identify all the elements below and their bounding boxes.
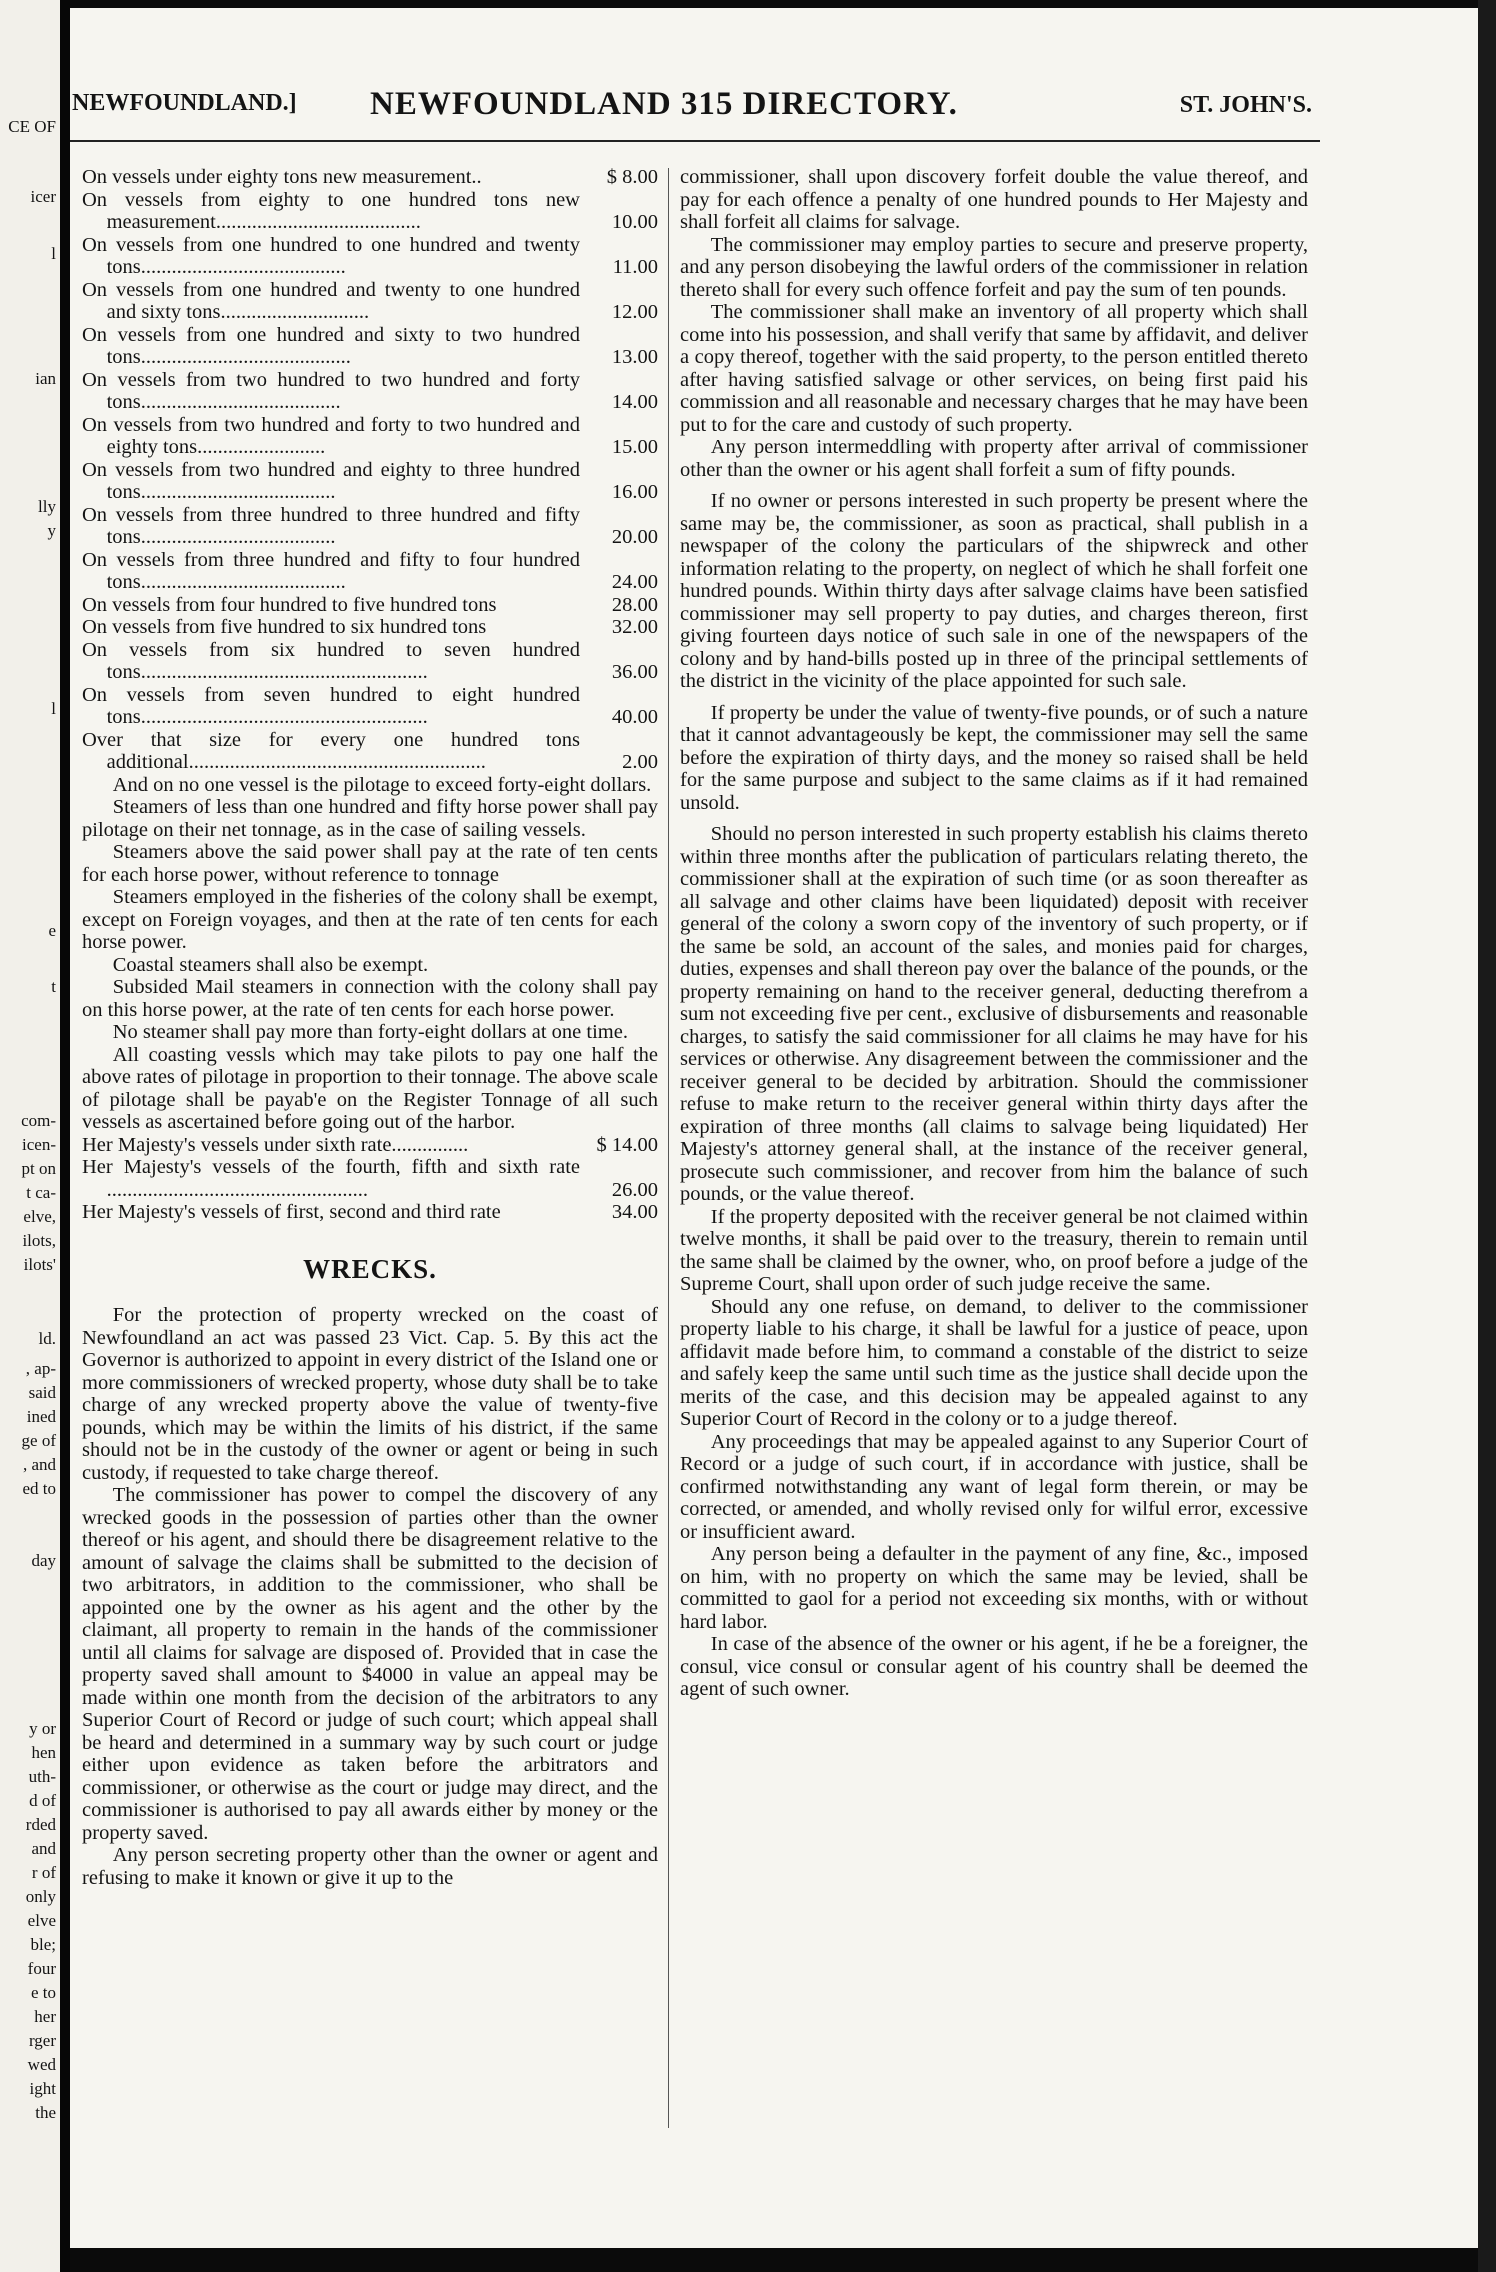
adjacent-text-fragment: hen <box>31 1743 56 1762</box>
rate-description: On vessels from one hundred and twenty to one hundred and sixty tons............................. <box>82 278 580 323</box>
adjacent-text-fragment: icer <box>30 187 56 206</box>
rate-description: Her Majesty's vessels of the fourth, fifth and sixth rate ................................................... <box>82 1156 580 1201</box>
adjacent-text-fragment: y <box>47 521 56 540</box>
rate-description: On vessels from one hundred and sixty to two hundred tons......................................... <box>82 323 580 368</box>
header-rule <box>70 140 1320 142</box>
adjacent-text-fragment: rded <box>25 1815 56 1834</box>
adjacent-text-fragment: ilots' <box>23 1255 56 1274</box>
adjacent-text-fragment: ight <box>29 2079 56 2098</box>
rate-amount: 24.00 <box>611 571 658 593</box>
adjacent-text-fragment: t ca- <box>26 1183 56 1202</box>
rate-amount: $ 8.00 <box>606 166 658 188</box>
paragraph: Subsided Mail steamers in connection with the colony shall pay on this horse power, at the rate of ten cents for each horse power. <box>82 976 658 1021</box>
adjacent-text-fragment: said <box>28 1383 56 1402</box>
paragraph: The commissioner has power to compel the discovery of any wrecked goods in the possession of parties other than the owner thereof or his agent, and should there be disagreement relative to the amount of salvage the claims shall be submitted to the decision of two arbitrators, in addition to the commissioner, who shall be appointed one by the owner as his agent and the other by the claimant, all property to remain in the hands of the commissioner until all claims for salvage are disposed of. Provided that in case the property saved shall amount to $4000 in value an appeal may be made within one month from the decision of the arbitrators to any Superior Court of Record or judge of such court; which appeal shall be heard and determined in a summary way by such court or judge either upon evidence as taken before the arbitrators and commissioner, or otherwise as the court or judge may direct, and the commissioner is authorised to pay all awards either by money or the property saved. <box>82 1484 658 1844</box>
wrecks-provisions <box>82 1304 658 1889</box>
pilotage-provisions <box>82 774 658 1134</box>
adjacent-text-fragment: wed <box>27 2055 56 2074</box>
rate-description: On vessels from eighty to one hundred tons new measurement........................................ <box>82 188 580 233</box>
adjacent-text-fragment: e to <box>30 1983 56 2002</box>
adjacent-text-fragment: e <box>48 921 56 940</box>
rate-row <box>82 459 658 504</box>
majesty-rate-row <box>82 1156 658 1201</box>
rate-amount: 16.00 <box>611 481 658 503</box>
adjacent-text-fragment: , and <box>22 1455 56 1474</box>
adjacent-text-fragment: ilots, <box>22 1231 56 1250</box>
rate-description: On vessels from five hundred to six hundred tons <box>82 616 487 638</box>
adjacent-text-fragment: uth- <box>28 1767 56 1786</box>
rate-description: On vessels from two hundred to two hundred and forty tons....................................... <box>82 368 580 413</box>
rate-row <box>82 729 658 774</box>
binding-gutter <box>60 0 70 2272</box>
rate-description: On vessels from one hundred to one hundred and twenty tons........................................ <box>82 233 580 278</box>
rate-description: On vessels from two hundred and forty to two hundred and eighty tons......................... <box>82 413 580 458</box>
adjacent-text-fragment: d of <box>29 1791 56 1810</box>
rate-amount: 2.00 <box>622 751 658 773</box>
rate-row <box>82 369 658 414</box>
rate-description: On vessels from seven hundred to eight hundred tons........................................................ <box>82 683 580 728</box>
header-city: ST. JOHN'S. <box>1179 92 1312 118</box>
rate-amount: 34.00 <box>611 1201 658 1223</box>
majesty-rate-row <box>82 1134 658 1157</box>
adjacent-text-fragment: ed to <box>22 1479 56 1498</box>
adjacent-text-fragment: r of <box>31 1863 56 1882</box>
paragraph: For the protection of property wrecked on the coast of Newfoundland an act was passed 23 Vict. Cap. 5. By this act the Governor is authorized to appoint in every district of the Island one or more commissioners of wrecked property, whose duty shall be to take charge of any wrecked property above the value of twenty-five pounds, which may be within the limits of his district, if the same should not be in the custody of the owner or agent or being in such custody, if requested to take charge thereof. <box>82 1304 658 1484</box>
paragraph: Any person intermeddling with property after arrival of commissioner other than the owner or his agent shall forfeit a sum of fifty pounds. <box>680 436 1308 481</box>
column-divider <box>668 168 669 2128</box>
paragraph: Any proceedings that may be appealed against to any Superior Court of Record or a judge of such court, if in accordance with justice, shall be confirmed notwithstanding any want of legal form therein, or may be corrected, or amended, and wholly revised only for wilful error, excessive or insufficient award. <box>680 1430 1308 1543</box>
paragraph: No steamer shall pay more than forty-eight dollars at one time. <box>112 1021 628 1043</box>
paragraph: If no owner or persons interested in such property be present where the same may be, the commissioner, as soon as practical, shall publish in a newspaper of the colony the particulars of the shipwreck and other information relating to the property, on neglect of which he shall forfeit one hundred pounds. Within thirty days after salvage claims have been satisfied commissioner may sell property to pay duties, and charges thereon, first giving fourteen days notice of such sale in one of the newspapers of the colony and by hand-bills posted up in three of the principal settlements of the district in the vicinity of the place appointed for such sale. <box>680 490 1308 692</box>
right-column <box>680 166 1308 1701</box>
rate-row <box>82 166 658 189</box>
rate-row <box>82 639 658 684</box>
left-column <box>82 166 658 1889</box>
adjacent-text-fragment: , ap- <box>25 1359 56 1378</box>
rate-description: Her Majesty's vessels under sixth rate............... <box>82 1133 469 1156</box>
adjacent-text-fragment: com- <box>21 1111 56 1130</box>
paragraph: If property be under the value of twenty-five pounds, or of such a nature that it cannot advantageously be kept, the commissioner may sell the same before the expiration of thirty days, and the money so raised shall be held for the same purpose and subject to the same claims as if it had remained unsold. <box>680 701 1308 814</box>
paragraph: Steamers of less than one hundred and fifty horse power shall pay pilotage on their net tonnage, as in the case of sailing vessels. <box>82 796 658 841</box>
majesty-vessel-rate-table <box>82 1134 658 1224</box>
adjacent-text-fragment: l <box>51 244 56 263</box>
adjacent-text-fragment: l <box>51 699 56 718</box>
rate-amount: 26.00 <box>611 1178 658 1201</box>
paragraph: commissioner, shall upon discovery forfeit double the value thereof, and pay for each offence a penalty of one hundred pounds to Her Majesty and shall forfeit all claims for salvage. <box>680 166 1308 233</box>
section-heading-wrecks: WRECKS. <box>303 1253 437 1284</box>
adjacent-page-edge <box>0 0 60 2272</box>
adjacent-text-fragment: her <box>34 2007 56 2026</box>
header-title-page-number: NEWFOUNDLAND 315 DIRECTORY. <box>370 86 958 122</box>
header-region: NEWFOUNDLAND.] <box>72 90 297 116</box>
paragraph: All coasting vessls which may take pilots to pay one half the above rates of pilotage in proportion to their tonnage. The above scale of pilotage shall be payab'e on the Register Tonnage of all such vessels as ascertained before going out of the harbor. <box>82 1043 658 1133</box>
rate-row <box>82 414 658 459</box>
rate-description: Her Majesty's vessels of first, second and third rate <box>82 1201 501 1223</box>
adjacent-text-fragment: ble; <box>30 1935 56 1954</box>
rate-amount: 15.00 <box>611 436 658 458</box>
rate-amount: 14.00 <box>611 391 658 413</box>
adjacent-text-fragment: t <box>51 977 56 996</box>
adjacent-text-fragment: pt on <box>21 1159 56 1178</box>
paragraph: Any person being a defaulter in the payment of any fine, &c., imposed on him, with no property on which the same may be levied, shall be committed to gaol for a period not exceeding six months, with or without hard labor. <box>680 1543 1308 1633</box>
majesty-rate-row <box>82 1201 658 1224</box>
adjacent-text-fragment: ian <box>35 369 56 388</box>
rate-amount: 20.00 <box>611 526 658 548</box>
adjacent-text-fragment: ld. <box>38 1329 56 1348</box>
rate-row <box>82 189 658 234</box>
adjacent-text-fragment: CE OF <box>8 117 56 136</box>
adjacent-text-fragment: icen- <box>22 1135 56 1154</box>
rate-description: On vessels from six hundred to seven hundred tons........................................................ <box>82 638 580 683</box>
rate-amount: 32.00 <box>611 616 658 638</box>
adjacent-text-fragment: ge of <box>21 1431 56 1450</box>
paragraph: Steamers employed in the fisheries of the colony shall be exempt, except on Foreign voyages, and then at the rate of ten cents for each horse power. <box>82 886 658 953</box>
pilotage-rate-table <box>82 166 658 774</box>
rate-row <box>82 684 658 729</box>
rate-amount: 28.00 <box>611 593 658 616</box>
adjacent-text-fragment: y or <box>29 1719 56 1738</box>
rate-amount: 36.00 <box>611 661 658 683</box>
adjacent-text-fragment: only <box>25 1887 56 1906</box>
directory-page <box>70 8 1478 2248</box>
adjacent-text-fragment: the <box>35 2103 56 2122</box>
paragraph: In case of the absence of the owner or his agent, if he be a foreigner, the consul, vice consul or consular agent of his country shall be deemed the agent of such owner. <box>680 1633 1308 1700</box>
paragraph: Steamers above the said power shall pay at the rate of ten cents for each horse power, without reference to tonnage <box>82 841 658 886</box>
rate-row <box>82 504 658 549</box>
rate-amount: 11.00 <box>612 256 658 278</box>
running-header <box>72 86 1312 126</box>
paragraph: And on no one vessel is the pilotage to exceed forty-eight dollars. <box>112 773 652 796</box>
rate-description: On vessels from four hundred to five hundred tons <box>82 593 497 616</box>
rate-row <box>82 324 658 369</box>
rate-description: On vessels from two hundred and eighty to three hundred tons...................................... <box>82 458 580 503</box>
adjacent-text-fragment: and <box>31 1839 56 1858</box>
adjacent-text-fragment: elve, <box>23 1207 56 1226</box>
rate-description: On vessels from three hundred and fifty to four hundred tons........................................ <box>82 548 580 593</box>
rate-amount: 10.00 <box>611 211 658 233</box>
paragraph: If the property deposited with the receiver general be not claimed within twelve months, it shall be paid over to the treasury, therein to remain until the same shall be claimed by the owner, who, on proof before a judge of the Supreme Court, shall upon order of such judge receive the same. <box>680 1205 1308 1295</box>
adjacent-text-fragment: four <box>27 1959 56 1978</box>
adjacent-text-fragment: lly <box>38 497 56 516</box>
adjacent-text-fragment: ined <box>26 1407 56 1426</box>
adjacent-text-fragment: elve <box>27 1911 56 1930</box>
rate-description: Over that size for every one hundred tons additional.......................................................... <box>82 728 580 773</box>
paragraph: Coastal steamers shall also be exempt. <box>112 953 429 976</box>
rate-amount: $ 14.00 <box>596 1133 658 1156</box>
paragraph: Should no person interested in such property establish his claims thereto within three months after the publication of particulars relating thereto, the commissioner shall at the expiration of such time (or as soon thereafter as all salvage and other claims have been liquidated) deposit with receiver general of the colony a sworn copy of the inventory of such property, or if the same be sold, an account of the sales, and monies paid for charges, duties, expenses and shall thereon pay over the balance of the pounds, or the property remaining on hand to the receiver general, deducting therefrom a sum not exceeding five per cent., exclusive of disbursements and reasonable charges, to satisfy the said commissioner for all claims he may have for his services or otherwise. Any disagreement between the commissioner and the receiver general to be decided by arbitration. Should the commissioner refuse to make return to the receiver general within thirty days after the expiration of three months (all claims to salvage being liquidated) Her Majesty's attorney general shall, at the instance of the receiver general, prosecute such commissioner, and recover from him the balance of such pounds, or the value thereof. <box>680 823 1308 1205</box>
page-edge-shadow <box>1478 0 1496 2272</box>
paragraph: Any person secreting property other than the owner or agent and refusing to make it known or give it up to the <box>82 1844 658 1889</box>
rate-description: On vessels from three hundred to three hundred and fifty tons...................................... <box>82 503 580 548</box>
rate-amount: 12.00 <box>611 301 658 323</box>
paragraph: Should any one refuse, on demand, to deliver to the commissioner property liable to his charge, it shall be lawful for a justice of peace, upon affidavit made before him, to command a constable of the district to seize and safely keep the same until such time as the justice shall decide upon the merits of the case, and this decision may be appealed against to any Superior Court of Record in the colony or to a judge thereof. <box>680 1295 1308 1430</box>
rate-amount: 13.00 <box>611 346 658 368</box>
adjacent-text-fragment: rger <box>28 2031 56 2050</box>
rate-row <box>82 616 658 639</box>
rate-row <box>82 234 658 279</box>
paragraph: The commissioner may employ parties to secure and preserve property, and any person disobeying the lawful orders of the commissioner in relation thereto shall for every such offence forfeit and pay the sum of ten pounds. <box>680 233 1308 301</box>
rate-description: On vessels under eighty tons new measurement.. <box>82 166 482 188</box>
rate-amount: 40.00 <box>611 706 658 728</box>
paragraph: The commissioner shall make an inventory of all property which shall come into his possession, and shall verify that same by affidavit, and deliver a copy thereof, together with the said property, to the person entitled thereto after having satisfied salvage or other services, on being first paid his commission and all reasonable and necessary charges that he may have been put to for the care and custody of such property. <box>680 301 1308 436</box>
rate-row <box>82 279 658 324</box>
rate-row <box>82 594 658 617</box>
rate-row <box>82 549 658 594</box>
adjacent-text-fragment: day <box>31 1551 56 1570</box>
